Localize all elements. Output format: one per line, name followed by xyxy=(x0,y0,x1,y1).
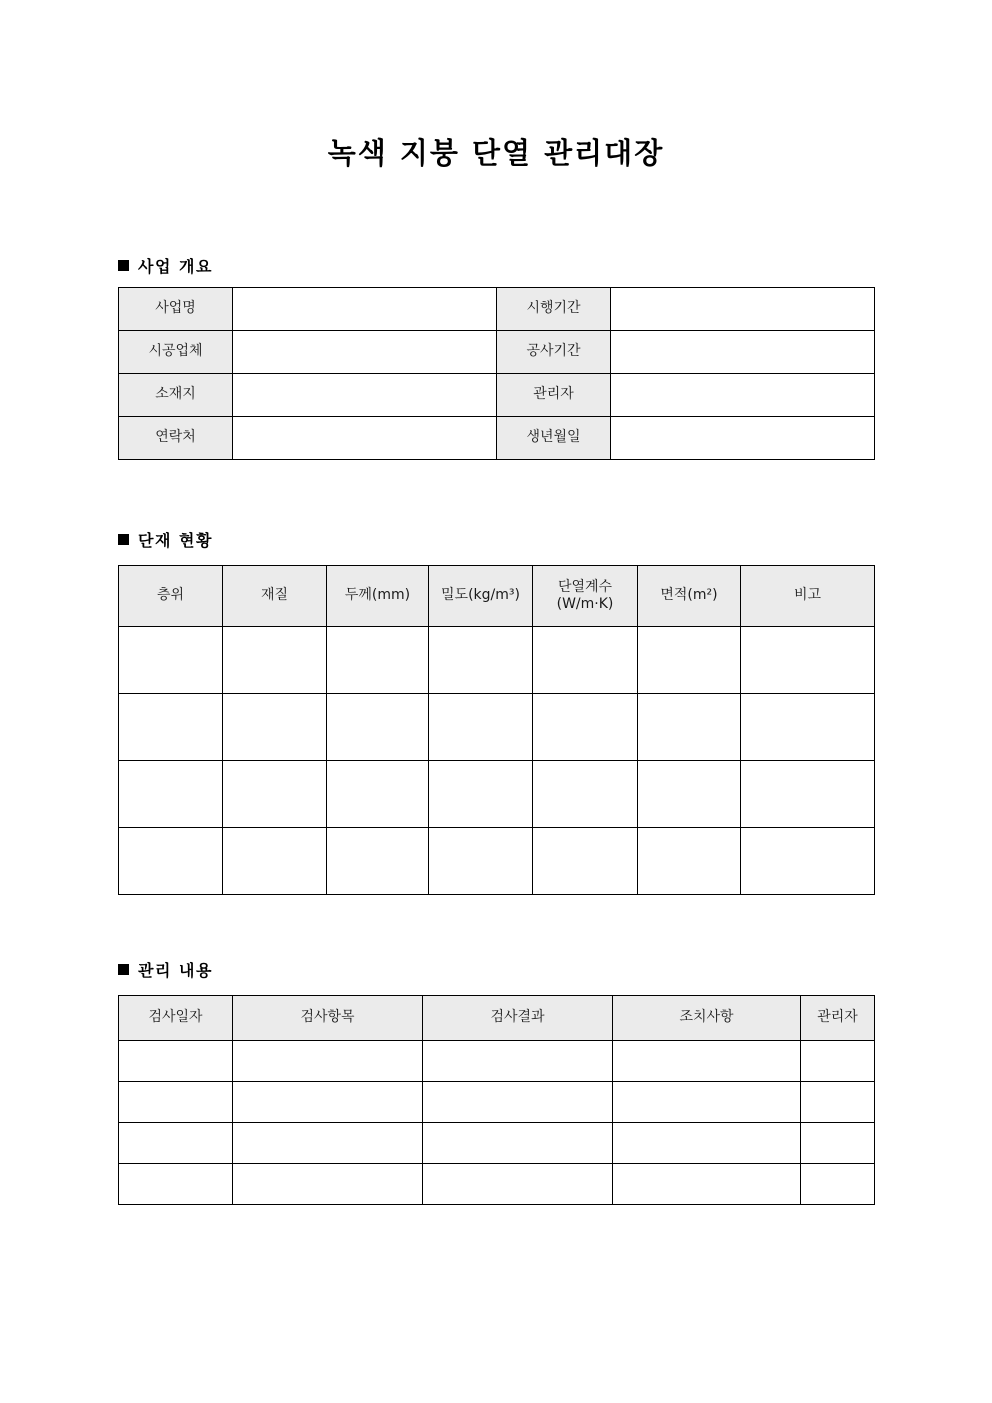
insulation-cell[interactable] xyxy=(741,627,875,694)
management-cell[interactable] xyxy=(801,1041,875,1082)
section-heading-management-label: 관리 내용 xyxy=(138,961,213,980)
overview-label-contractor: 시공업체 xyxy=(119,331,233,374)
management-cell[interactable] xyxy=(423,1082,613,1123)
insulation-cell[interactable] xyxy=(741,828,875,895)
insulation-cell[interactable] xyxy=(429,761,533,828)
insulation-cell[interactable] xyxy=(223,828,327,895)
overview-value-contact[interactable] xyxy=(233,417,497,460)
overview-value-implementation-period[interactable] xyxy=(611,288,875,331)
table-header-row xyxy=(119,996,875,1041)
management-cell[interactable] xyxy=(233,1041,423,1082)
management-cell[interactable] xyxy=(233,1164,423,1205)
management-cell[interactable] xyxy=(119,1164,233,1205)
insulation-column-thickness: 두께(mm) xyxy=(327,566,429,627)
overview-value-project-name[interactable] xyxy=(233,288,497,331)
management-cell[interactable] xyxy=(119,1082,233,1123)
management-cell[interactable] xyxy=(233,1082,423,1123)
overview-value-birthdate[interactable] xyxy=(611,417,875,460)
insulation-column-density: 밀도(kg/m³) xyxy=(429,566,533,627)
insulation-cell[interactable] xyxy=(533,828,638,895)
management-column-manager: 관리자 xyxy=(801,996,875,1041)
table-row xyxy=(119,694,875,761)
insulation-column-layer: 층위 xyxy=(119,566,223,627)
insulation-table xyxy=(118,565,875,895)
management-table xyxy=(118,995,875,1205)
insulation-column-material: 재질 xyxy=(223,566,327,627)
management-cell[interactable] xyxy=(801,1164,875,1205)
table-row xyxy=(119,761,875,828)
insulation-cell[interactable] xyxy=(327,694,429,761)
square-bullet-icon xyxy=(118,964,129,975)
overview-label-contact: 연락처 xyxy=(119,417,233,460)
overview-label-location: 소재지 xyxy=(119,374,233,417)
management-cell[interactable] xyxy=(613,1041,801,1082)
management-cell[interactable] xyxy=(233,1123,423,1164)
insulation-cell[interactable] xyxy=(327,761,429,828)
insulation-cell[interactable] xyxy=(119,694,223,761)
insulation-cell[interactable] xyxy=(533,761,638,828)
square-bullet-icon xyxy=(118,260,129,271)
insulation-cell[interactable] xyxy=(119,627,223,694)
overview-label-construction-period: 공사기간 xyxy=(497,331,611,374)
insulation-cell[interactable] xyxy=(119,761,223,828)
insulation-column-area: 면적(m²) xyxy=(638,566,741,627)
insulation-cell[interactable] xyxy=(429,627,533,694)
section-heading-insulation xyxy=(118,528,213,551)
section-heading-overview-label: 사업 개요 xyxy=(138,257,213,276)
management-cell[interactable] xyxy=(613,1082,801,1123)
overview-value-manager[interactable] xyxy=(611,374,875,417)
overview-label-manager: 관리자 xyxy=(497,374,611,417)
insulation-cell[interactable] xyxy=(638,828,741,895)
overview-label-project-name: 사업명 xyxy=(119,288,233,331)
overview-value-contractor[interactable] xyxy=(233,331,497,374)
management-cell[interactable] xyxy=(119,1041,233,1082)
management-cell[interactable] xyxy=(423,1123,613,1164)
table-header-row xyxy=(119,566,875,627)
table-row xyxy=(119,331,875,374)
insulation-cell[interactable] xyxy=(638,627,741,694)
overview-table xyxy=(118,287,875,460)
insulation-cell[interactable] xyxy=(119,828,223,895)
management-column-inspection-item: 검사항목 xyxy=(233,996,423,1041)
management-cell[interactable] xyxy=(423,1041,613,1082)
section-heading-insulation-label: 단재 현황 xyxy=(138,531,213,550)
insulation-cell[interactable] xyxy=(223,627,327,694)
insulation-cell[interactable] xyxy=(533,627,638,694)
management-cell[interactable] xyxy=(119,1123,233,1164)
overview-label-implementation-period: 시행기간 xyxy=(497,288,611,331)
table-row xyxy=(119,828,875,895)
table-row xyxy=(119,1123,875,1164)
table-row xyxy=(119,288,875,331)
management-cell[interactable] xyxy=(613,1164,801,1205)
insulation-column-remarks: 비고 xyxy=(741,566,875,627)
insulation-cell[interactable] xyxy=(429,828,533,895)
insulation-cell[interactable] xyxy=(327,828,429,895)
management-column-inspection-date: 검사일자 xyxy=(119,996,233,1041)
management-column-inspection-result: 검사결과 xyxy=(423,996,613,1041)
management-cell[interactable] xyxy=(423,1164,613,1205)
insulation-cell[interactable] xyxy=(741,694,875,761)
section-heading-overview xyxy=(118,254,213,277)
section-heading-management xyxy=(118,958,213,981)
table-row xyxy=(119,1041,875,1082)
insulation-column-conductivity: 단열계수(W/m·K) xyxy=(533,566,638,627)
page-title: 녹색 지붕 단열 관리대장 xyxy=(327,136,665,170)
management-column-action-taken: 조치사항 xyxy=(613,996,801,1041)
insulation-cell[interactable] xyxy=(429,694,533,761)
insulation-cell[interactable] xyxy=(638,761,741,828)
insulation-cell[interactable] xyxy=(533,694,638,761)
table-row xyxy=(119,627,875,694)
management-cell[interactable] xyxy=(613,1123,801,1164)
management-cell[interactable] xyxy=(801,1123,875,1164)
insulation-cell[interactable] xyxy=(327,627,429,694)
insulation-cell[interactable] xyxy=(223,761,327,828)
square-bullet-icon xyxy=(118,534,129,545)
table-row xyxy=(119,417,875,460)
insulation-cell[interactable] xyxy=(223,694,327,761)
insulation-cell[interactable] xyxy=(638,694,741,761)
table-row xyxy=(119,1082,875,1123)
management-cell[interactable] xyxy=(801,1082,875,1123)
insulation-cell[interactable] xyxy=(741,761,875,828)
overview-value-construction-period[interactable] xyxy=(611,331,875,374)
overview-label-birthdate: 생년월일 xyxy=(497,417,611,460)
overview-value-location[interactable] xyxy=(233,374,497,417)
table-row xyxy=(119,374,875,417)
table-row xyxy=(119,1164,875,1205)
